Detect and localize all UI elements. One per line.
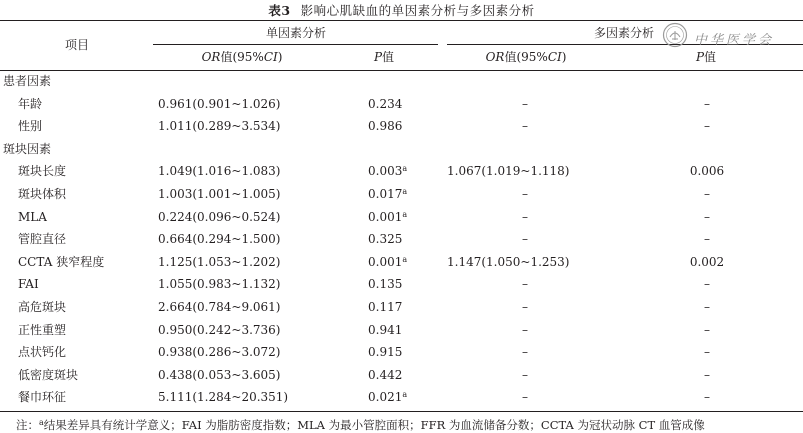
uni-or-value: 1.011(0.289~3.534) [158,119,281,134]
row-label: 低密度斑块 [18,367,79,382]
multi-or-value: – [522,119,528,134]
uni-or-value: 0.961(0.901~1.026) [158,96,281,111]
table-caption [0,1,803,19]
multi-or-value: – [522,345,528,360]
multi-p-value: – [704,187,710,201]
row-label: 斑块长度 [18,164,67,179]
multi-p-value: – [704,119,710,134]
table-number: 表3 [268,3,291,18]
multi-p-value: – [704,232,710,247]
uni-p-value: 0.915 [368,345,403,360]
uni-p-value: 0.135 [368,277,403,292]
multi-or-value: – [522,390,528,405]
table-note: 注：$^a$结果差异具有统计学意义；FAI 为脂肪密度指数；MLA 为最小管腔面积；FFR 为血流储备分数；CCTA 为冠状动脉 CT 血管成像 [16,418,705,432]
uni-or-value: 1.003(1.001~1.005) [158,187,281,201]
header-univariate: 单因素分析 [265,26,327,40]
uni-or-value: 0.438(0.053~3.605) [158,367,281,382]
header-multi-or: OR值(95%CI) [485,50,567,64]
uni-p-value: 0.442 [368,367,403,382]
significance-mark: a [402,209,408,219]
multi-or-value: – [522,322,528,337]
multi-p-value: 0.006 [689,164,725,179]
multi-p-value: 0.002 [689,254,725,269]
header-multivariate: 多因素分析 [593,26,655,40]
uni-p-value: 0.941 [368,322,403,337]
header-uni-or: OR值(95%CI) [201,50,283,64]
significance-mark: a [402,254,408,264]
multi-or-value: – [522,96,528,111]
uni-or-value: 5.111(1.284~20.351) [158,390,289,405]
multi-p-value: – [704,209,710,224]
significance-mark: a [402,187,408,196]
multi-or-value: – [522,187,528,201]
uni-p-value: 0.325 [368,232,403,247]
multi-p-value: – [704,345,710,360]
uni-or-value: 0.950(0.242~3.736) [158,322,281,337]
multi-or-value: – [522,300,528,314]
row-label: 高危斑块 [18,300,67,314]
header-rule [0,70,803,71]
uni-p-value: 0.234 [368,96,403,111]
uni-p-value: 0.003$^a$ [368,164,408,179]
uni-or-value: 1.049(1.016~1.083) [158,164,281,179]
multi-or-value: – [522,209,528,224]
significance-mark: a [402,390,408,400]
multi-p-value: – [704,96,710,111]
row-label: CCTA 狭窄程度 [18,254,105,269]
uni-p-value: 0.001$^a$ [368,254,408,269]
row-label: FAI [18,277,39,292]
row-label: 性别 [18,119,43,134]
row-label: 正性重塑 [18,322,67,337]
header-multi-p: P值 [695,50,717,64]
table-title: 影响心肌缺血的单因素分析与多因素分析 [300,3,535,18]
uni-p-value: 0.017$^a$ [368,187,408,201]
uni-p-value: 0.117 [368,300,403,314]
uni-p-value: 0.001$^a$ [368,209,408,224]
header-uni-p: P值 [373,50,395,64]
row-label: 点状钙化 [18,345,67,360]
uni-or-value: 0.664(0.294~1.500) [158,232,281,247]
header-item: 项目 [64,38,90,52]
row-label: 年龄 [18,96,43,111]
multi-p-value: – [704,367,710,382]
univariate-span-rule [153,44,438,45]
uni-or-value: 2.664(0.784~9.061) [158,300,281,314]
group-label: 患者因素 [3,74,52,88]
multi-p-value: – [704,322,710,337]
watermark-text: 中华医学会 [694,33,775,48]
row-label: 斑块体积 [18,187,67,201]
multi-p-value: – [704,277,710,292]
row-label: 餐巾环征 [18,390,67,405]
uni-p-value: 0.021$^a$ [368,390,408,405]
multi-p-value: – [704,390,710,405]
multi-or-value: – [522,232,528,247]
uni-p-value: 0.986 [368,119,403,134]
bottom-rule [0,411,803,412]
seal-icon [662,22,688,48]
uni-or-value: 1.125(1.053~1.202) [158,254,281,269]
significance-mark: a [402,164,408,174]
uni-or-value: 0.938(0.286~3.072) [158,345,281,360]
uni-or-value: 1.055(0.983~1.132) [158,277,281,292]
multi-or-value: – [522,367,528,382]
multi-or-value: 1.147(1.050~1.253) [447,254,570,269]
uni-or-value: 0.224(0.096~0.524) [158,209,281,224]
row-label: MLA [18,209,47,224]
row-label: 管腔直径 [18,232,67,247]
multi-or-value: – [522,277,528,292]
multi-p-value: – [704,300,710,314]
multi-or-value: 1.067(1.019~1.118) [447,164,570,179]
group-label: 斑块因素 [3,141,52,156]
